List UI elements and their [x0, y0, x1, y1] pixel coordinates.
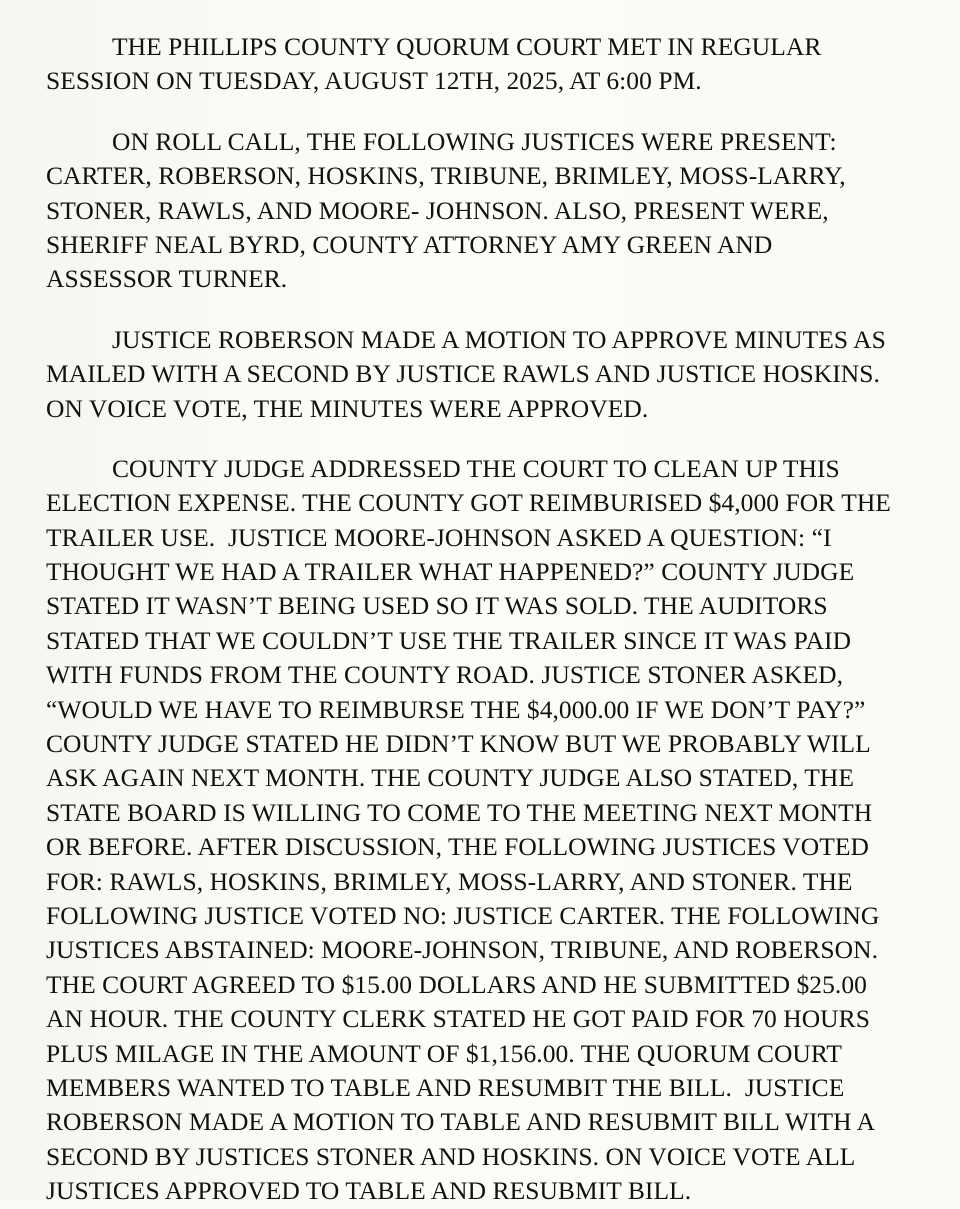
text-line: TRAILER USE. JUSTICE MOORE-JOHNSON ASKED A QUESTION: “I [46, 522, 832, 552]
text-line: AN HOUR. THE COUNTY CLERK STATED HE GOT PAID FOR 70 HOURS [46, 1004, 870, 1034]
text-line: MAILED WITH A SECOND BY JUSTICE RAWLS AND JUSTICE HOSKINS. [46, 359, 880, 389]
text-line: SESSION ON TUESDAY, AUGUST 12TH, 2025, AT 6:00 PM. [46, 66, 702, 96]
text-line: JUSTICES ABSTAINED: MOORE-JOHNSON, TRIBUNE, AND ROBERSON. [46, 935, 878, 965]
paragraph-minutes-approval [46, 323, 926, 426]
text-line: THE COURT AGREED TO $15.00 DOLLARS AND HE SUBMITTED $25.00 [46, 969, 867, 999]
text-line: ROBERSON MADE A MOTION TO TABLE AND RESUBMIT BILL WITH A [46, 1107, 876, 1137]
text-line: CARTER, ROBERSON, HOSKINS, TRIBUNE, BRIMLEY, MOSS-LARRY, [46, 161, 846, 191]
text-line: THOUGHT WE HAD A TRAILER WHAT HAPPENED?” COUNTY JUDGE [46, 557, 855, 587]
text-line: ON VOICE VOTE, THE MINUTES WERE APPROVED. [46, 393, 649, 423]
text-line: STATE BOARD IS WILLING TO COME TO THE MEETING NEXT MONTH [46, 797, 873, 827]
paragraph-session [46, 30, 926, 99]
text-line: STATED IT WASN’T BEING USED SO IT WAS SOLD. THE AUDITORS [46, 591, 828, 621]
text-line: SECOND BY JUSTICES STONER AND HOSKINS. ON VOICE VOTE ALL [46, 1141, 856, 1171]
text-line: FOR: RAWLS, HOSKINS, BRIMLEY, MOSS-LARRY, AND STONER. THE [46, 866, 853, 896]
text-line: PLUS MILAGE IN THE AMOUNT OF $1,156.00. THE QUORUM COURT [46, 1038, 843, 1068]
text-line: COUNTY JUDGE STATED HE DIDN’T KNOW BUT WE PROBABLY WILL [46, 729, 871, 759]
text-line: SHERIFF NEAL BYRD, COUNTY ATTORNEY AMY GREEN AND [46, 229, 773, 259]
text-line: JUSTICES APPROVED TO TABLE AND RESUBMIT BILL. [46, 1176, 692, 1206]
text-line: WITH FUNDS FROM THE COUNTY ROAD. JUSTICE STONER ASKED, [46, 660, 844, 690]
text-line: ASSESSOR TURNER. [46, 264, 288, 294]
paragraph-roll-call [46, 125, 926, 297]
text-line: COUNTY JUDGE ADDRESSED THE COURT TO CLEAN UP THIS [112, 453, 840, 483]
text-line: “WOULD WE HAVE TO REIMBURSE THE $4,000.00 IF WE DON’T PAY?” [46, 694, 866, 724]
text-line: OR BEFORE. AFTER DISCUSSION, THE FOLLOWING JUSTICES VOTED [46, 832, 869, 862]
minutes-text [46, 30, 926, 1209]
text-line: JUSTICE ROBERSON MADE A MOTION TO APPROVE MINUTES AS [112, 324, 886, 354]
text-line: ASK AGAIN NEXT MONTH. THE COUNTY JUDGE ALSO STATED, THE [46, 763, 854, 793]
text-line: STATED THAT WE COULDN’T USE THE TRAILER SINCE IT WAS PAID [46, 625, 852, 655]
text-line: MEMBERS WANTED TO TABLE AND RESUMBIT THE BILL. JUSTICE [46, 1072, 845, 1102]
text-line: FOLLOWING JUSTICE VOTED NO: JUSTICE CARTER. THE FOLLOWING [46, 900, 880, 930]
text-line: ELECTION EXPENSE. THE COUNTY GOT REIMBURISED $4,000 FOR THE [46, 488, 891, 518]
text-line: ON ROLL CALL, THE FOLLOWING JUSTICES WERE PRESENT: [112, 126, 837, 156]
text-line: STONER, RAWLS, AND MOORE- JOHNSON. ALSO, PRESENT WERE, [46, 195, 829, 225]
text-line: THE PHILLIPS COUNTY QUORUM COURT MET IN REGULAR [112, 32, 822, 61]
paragraph-election-expense [46, 452, 926, 1209]
